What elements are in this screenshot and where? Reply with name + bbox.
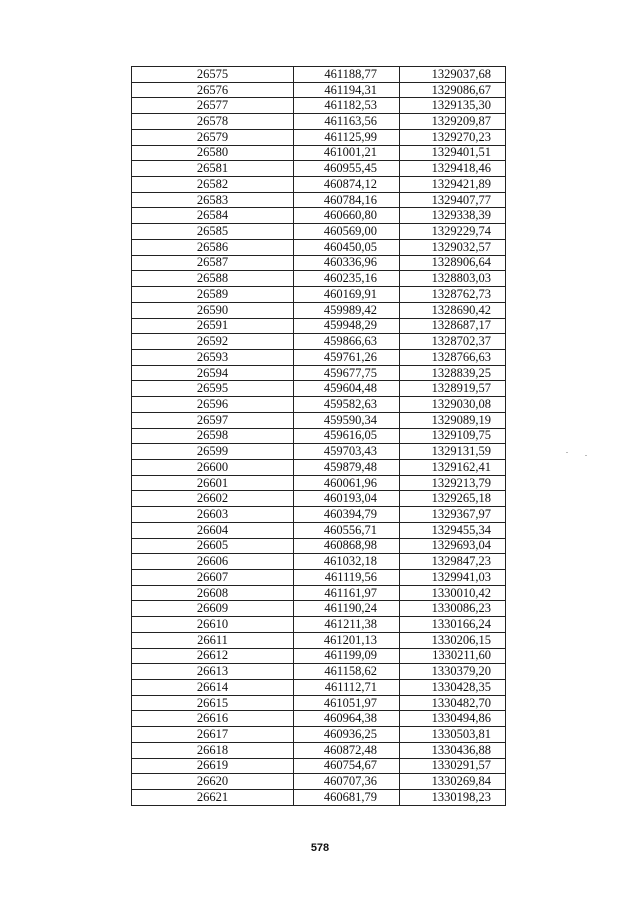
point-id-cell: 26575 xyxy=(132,67,294,83)
y-coordinate-cell: 1329270,23 xyxy=(400,129,506,145)
table-row xyxy=(132,177,506,193)
y-coordinate-cell: 1329109,75 xyxy=(400,428,506,444)
x-coordinate-cell: 460394,79 xyxy=(294,507,400,523)
table-row xyxy=(132,664,506,680)
point-id-cell: 26598 xyxy=(132,428,294,444)
y-coordinate-cell: 1328762,73 xyxy=(400,287,506,303)
y-coordinate-cell: 1329030,08 xyxy=(400,397,506,413)
point-id-cell: 26599 xyxy=(132,444,294,460)
x-coordinate-cell: 461125,99 xyxy=(294,129,400,145)
y-coordinate-cell: 1329401,51 xyxy=(400,145,506,161)
point-id-cell: 26618 xyxy=(132,742,294,758)
table-row xyxy=(132,98,506,114)
point-id-cell: 26619 xyxy=(132,758,294,774)
table-row xyxy=(132,459,506,475)
point-id-cell: 26610 xyxy=(132,617,294,633)
x-coordinate-cell: 460450,05 xyxy=(294,239,400,255)
x-coordinate-cell: 461158,62 xyxy=(294,664,400,680)
x-coordinate-cell: 459989,42 xyxy=(294,302,400,318)
point-id-cell: 26601 xyxy=(132,475,294,491)
y-coordinate-cell: 1329209,87 xyxy=(400,114,506,130)
x-coordinate-cell: 460193,04 xyxy=(294,491,400,507)
x-coordinate-cell: 460872,48 xyxy=(294,742,400,758)
x-coordinate-cell: 461032,18 xyxy=(294,554,400,570)
x-coordinate-cell: 460754,67 xyxy=(294,758,400,774)
x-coordinate-cell: 461161,97 xyxy=(294,585,400,601)
point-id-cell: 26602 xyxy=(132,491,294,507)
y-coordinate-cell: 1328766,63 xyxy=(400,349,506,365)
x-coordinate-cell: 461112,71 xyxy=(294,680,400,696)
x-coordinate-cell: 460868,98 xyxy=(294,538,400,554)
table-row xyxy=(132,491,506,507)
y-coordinate-cell: 1329089,19 xyxy=(400,412,506,428)
x-coordinate-cell: 461182,53 xyxy=(294,98,400,114)
point-id-cell: 26612 xyxy=(132,648,294,664)
table-row xyxy=(132,695,506,711)
x-coordinate-cell: 461211,38 xyxy=(294,617,400,633)
x-coordinate-cell: 461001,21 xyxy=(294,145,400,161)
table-row xyxy=(132,507,506,523)
table-row xyxy=(132,302,506,318)
table-row xyxy=(132,774,506,790)
scan-speck xyxy=(585,455,587,456)
point-id-cell: 26616 xyxy=(132,711,294,727)
x-coordinate-cell: 459677,75 xyxy=(294,365,400,381)
y-coordinate-cell: 1329455,34 xyxy=(400,522,506,538)
point-id-cell: 26590 xyxy=(132,302,294,318)
x-coordinate-cell: 459604,48 xyxy=(294,381,400,397)
y-coordinate-cell: 1330494,86 xyxy=(400,711,506,727)
y-coordinate-cell: 1330482,70 xyxy=(400,695,506,711)
x-coordinate-cell: 461194,31 xyxy=(294,82,400,98)
point-id-cell: 26583 xyxy=(132,192,294,208)
y-coordinate-cell: 1329213,79 xyxy=(400,475,506,491)
point-id-cell: 26588 xyxy=(132,271,294,287)
point-id-cell: 26620 xyxy=(132,774,294,790)
table-row xyxy=(132,475,506,491)
x-coordinate-cell: 459761,26 xyxy=(294,349,400,365)
point-id-cell: 26582 xyxy=(132,177,294,193)
table-row xyxy=(132,648,506,664)
table-row xyxy=(132,365,506,381)
y-coordinate-cell: 1329421,89 xyxy=(400,177,506,193)
table-row xyxy=(132,711,506,727)
x-coordinate-cell: 459616,05 xyxy=(294,428,400,444)
point-id-cell: 26605 xyxy=(132,538,294,554)
x-coordinate-cell: 459590,34 xyxy=(294,412,400,428)
y-coordinate-cell: 1330166,24 xyxy=(400,617,506,633)
point-id-cell: 26577 xyxy=(132,98,294,114)
y-coordinate-cell: 1330206,15 xyxy=(400,632,506,648)
x-coordinate-cell: 460569,00 xyxy=(294,224,400,240)
table-row xyxy=(132,538,506,554)
x-coordinate-cell: 461201,13 xyxy=(294,632,400,648)
y-coordinate-cell: 1329418,46 xyxy=(400,161,506,177)
x-coordinate-cell: 460061,96 xyxy=(294,475,400,491)
table-row xyxy=(132,680,506,696)
table-row xyxy=(132,522,506,538)
point-id-cell: 26617 xyxy=(132,727,294,743)
table-row xyxy=(132,129,506,145)
point-id-cell: 26609 xyxy=(132,601,294,617)
table-row xyxy=(132,318,506,334)
x-coordinate-cell: 461051,97 xyxy=(294,695,400,711)
y-coordinate-cell: 1329135,30 xyxy=(400,98,506,114)
x-coordinate-cell: 460955,45 xyxy=(294,161,400,177)
table-row xyxy=(132,554,506,570)
point-id-cell: 26584 xyxy=(132,208,294,224)
y-coordinate-cell: 1330503,81 xyxy=(400,727,506,743)
x-coordinate-cell: 459582,63 xyxy=(294,397,400,413)
y-coordinate-cell: 1329693,04 xyxy=(400,538,506,554)
x-coordinate-cell: 460336,96 xyxy=(294,255,400,271)
table-row xyxy=(132,601,506,617)
y-coordinate-cell: 1329941,03 xyxy=(400,570,506,586)
point-id-cell: 26607 xyxy=(132,570,294,586)
x-coordinate-cell: 459948,29 xyxy=(294,318,400,334)
point-id-cell: 26614 xyxy=(132,680,294,696)
table-row xyxy=(132,381,506,397)
y-coordinate-cell: 1328906,64 xyxy=(400,255,506,271)
point-id-cell: 26600 xyxy=(132,459,294,475)
x-coordinate-cell: 460964,38 xyxy=(294,711,400,727)
point-id-cell: 26593 xyxy=(132,349,294,365)
point-id-cell: 26608 xyxy=(132,585,294,601)
point-id-cell: 26597 xyxy=(132,412,294,428)
point-id-cell: 26587 xyxy=(132,255,294,271)
point-id-cell: 26596 xyxy=(132,397,294,413)
x-coordinate-cell: 460681,79 xyxy=(294,790,400,806)
point-id-cell: 26586 xyxy=(132,239,294,255)
x-coordinate-cell: 460169,91 xyxy=(294,287,400,303)
point-id-cell: 26603 xyxy=(132,507,294,523)
table-row xyxy=(132,790,506,806)
table-row xyxy=(132,397,506,413)
y-coordinate-cell: 1329032,57 xyxy=(400,239,506,255)
scan-speck xyxy=(566,452,568,453)
y-coordinate-cell: 1330198,23 xyxy=(400,790,506,806)
table-row xyxy=(132,412,506,428)
x-coordinate-cell: 459703,43 xyxy=(294,444,400,460)
table-row xyxy=(132,67,506,83)
y-coordinate-cell: 1328803,03 xyxy=(400,271,506,287)
y-coordinate-cell: 1328919,57 xyxy=(400,381,506,397)
x-coordinate-cell: 460874,12 xyxy=(294,177,400,193)
point-id-cell: 26604 xyxy=(132,522,294,538)
x-coordinate-cell: 460936,25 xyxy=(294,727,400,743)
point-id-cell: 26621 xyxy=(132,790,294,806)
y-coordinate-cell: 1329229,74 xyxy=(400,224,506,240)
y-coordinate-cell: 1328687,17 xyxy=(400,318,506,334)
point-id-cell: 26576 xyxy=(132,82,294,98)
y-coordinate-cell: 1329265,18 xyxy=(400,491,506,507)
coordinates-table xyxy=(131,66,506,806)
y-coordinate-cell: 1328839,25 xyxy=(400,365,506,381)
point-id-cell: 26579 xyxy=(132,129,294,145)
point-id-cell: 26613 xyxy=(132,664,294,680)
x-coordinate-cell: 460707,36 xyxy=(294,774,400,790)
y-coordinate-cell: 1330291,57 xyxy=(400,758,506,774)
point-id-cell: 26606 xyxy=(132,554,294,570)
x-coordinate-cell: 460784,16 xyxy=(294,192,400,208)
table-row xyxy=(132,287,506,303)
y-coordinate-cell: 1328690,42 xyxy=(400,302,506,318)
y-coordinate-cell: 1329367,97 xyxy=(400,507,506,523)
table-row xyxy=(132,145,506,161)
x-coordinate-cell: 461188,77 xyxy=(294,67,400,83)
table-row xyxy=(132,585,506,601)
point-id-cell: 26585 xyxy=(132,224,294,240)
x-coordinate-cell: 460660,80 xyxy=(294,208,400,224)
y-coordinate-cell: 1330086,23 xyxy=(400,601,506,617)
y-coordinate-cell: 1330379,20 xyxy=(400,664,506,680)
table-row xyxy=(132,192,506,208)
table-row xyxy=(132,82,506,98)
table-row xyxy=(132,727,506,743)
table-row xyxy=(132,570,506,586)
table-row xyxy=(132,239,506,255)
page-number: 578 xyxy=(310,842,330,854)
y-coordinate-cell: 1329162,41 xyxy=(400,459,506,475)
table-row xyxy=(132,632,506,648)
y-coordinate-cell: 1330211,60 xyxy=(400,648,506,664)
point-id-cell: 26592 xyxy=(132,334,294,350)
x-coordinate-cell: 461199,09 xyxy=(294,648,400,664)
x-coordinate-cell: 460556,71 xyxy=(294,522,400,538)
table-row xyxy=(132,349,506,365)
x-coordinate-cell: 461119,56 xyxy=(294,570,400,586)
table-row xyxy=(132,758,506,774)
point-id-cell: 26594 xyxy=(132,365,294,381)
table-row xyxy=(132,114,506,130)
y-coordinate-cell: 1329407,77 xyxy=(400,192,506,208)
table-row xyxy=(132,224,506,240)
table-row xyxy=(132,617,506,633)
y-coordinate-cell: 1329037,68 xyxy=(400,67,506,83)
table-row xyxy=(132,428,506,444)
y-coordinate-cell: 1329338,39 xyxy=(400,208,506,224)
x-coordinate-cell: 459879,48 xyxy=(294,459,400,475)
y-coordinate-cell: 1329847,23 xyxy=(400,554,506,570)
point-id-cell: 26580 xyxy=(132,145,294,161)
y-coordinate-cell: 1330436,88 xyxy=(400,742,506,758)
point-id-cell: 26591 xyxy=(132,318,294,334)
table-row xyxy=(132,208,506,224)
y-coordinate-cell: 1328702,37 xyxy=(400,334,506,350)
table-row xyxy=(132,255,506,271)
table-row xyxy=(132,271,506,287)
y-coordinate-cell: 1330269,84 xyxy=(400,774,506,790)
point-id-cell: 26589 xyxy=(132,287,294,303)
y-coordinate-cell: 1329086,67 xyxy=(400,82,506,98)
x-coordinate-cell: 460235,16 xyxy=(294,271,400,287)
point-id-cell: 26615 xyxy=(132,695,294,711)
x-coordinate-cell: 461190,24 xyxy=(294,601,400,617)
point-id-cell: 26581 xyxy=(132,161,294,177)
table-row xyxy=(132,334,506,350)
y-coordinate-cell: 1329131,59 xyxy=(400,444,506,460)
table-row xyxy=(132,444,506,460)
point-id-cell: 26578 xyxy=(132,114,294,130)
coordinates-table-body xyxy=(132,67,506,806)
x-coordinate-cell: 459866,63 xyxy=(294,334,400,350)
point-id-cell: 26595 xyxy=(132,381,294,397)
table-row xyxy=(132,742,506,758)
table-row xyxy=(132,161,506,177)
y-coordinate-cell: 1330010,42 xyxy=(400,585,506,601)
point-id-cell: 26611 xyxy=(132,632,294,648)
x-coordinate-cell: 461163,56 xyxy=(294,114,400,130)
y-coordinate-cell: 1330428,35 xyxy=(400,680,506,696)
